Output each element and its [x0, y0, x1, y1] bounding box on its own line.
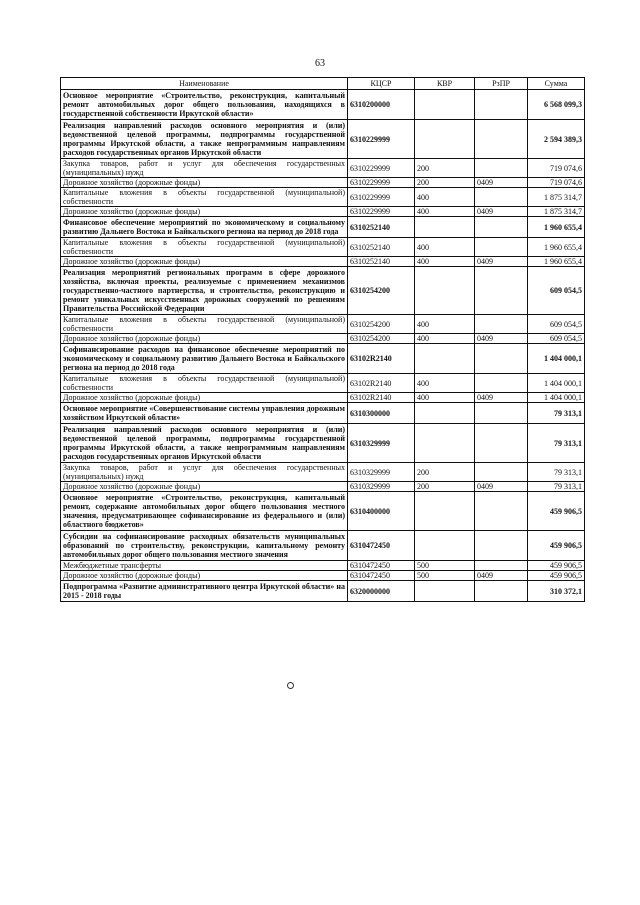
budget-table [60, 77, 585, 602]
table-row [61, 178, 585, 188]
cell-kvr [415, 344, 475, 374]
cell-rzpr: 0409 [475, 334, 528, 344]
cell-name: Реализация мероприятий региональных программ в сфере дорожного хозяйства, включая проекты, реализуемые с применением механизмов государственно-частного партнерства, и строительство, реконструкцию и ремонт уникальных искусственных дорожных сооружений по решениям Правительства Российской Федерации [61, 267, 348, 315]
cell-kcsr: 63102R2140 [348, 374, 415, 393]
cell-rzpr [475, 90, 528, 120]
cell-rzpr [475, 344, 528, 374]
cell-kvr [415, 217, 475, 238]
cell-kvr: 400 [415, 393, 475, 403]
cell-rzpr [475, 159, 528, 178]
cell-rzpr: 0409 [475, 257, 528, 267]
table-row [61, 90, 585, 120]
table-row [61, 403, 585, 424]
cell-rzpr [475, 581, 528, 602]
cell-name: Реализация направлений расходов основного мероприятия и (или) ведомственной целевой программы, подпрограммы государственной программы Иркутской области, а также непрограммным направлениям расходов государственных органов Иркутской области [61, 424, 348, 463]
cell-kcsr: 6310229999 [348, 120, 415, 159]
cell-kvr [415, 531, 475, 561]
cell-name: Финансовое обеспечение мероприятий по экономическому и социальному развитию Дальнего Востока и Байкальского региона на период до 2018 года [61, 217, 348, 238]
cell-name: Капитальные вложения в объекты государственной (муниципальной) собственности [61, 315, 348, 334]
table-row [61, 463, 585, 482]
cell-rzpr [475, 374, 528, 393]
cell-rzpr [475, 492, 528, 531]
cell-kcsr: 6310229999 [348, 159, 415, 178]
cell-sum: 79 313,1 [528, 403, 585, 424]
cell-rzpr [475, 315, 528, 334]
cell-rzpr [475, 267, 528, 315]
cell-kcsr: 6310200000 [348, 90, 415, 120]
cell-kvr: 400 [415, 207, 475, 217]
table-row [61, 492, 585, 531]
cell-sum: 79 313,1 [528, 424, 585, 463]
cell-rzpr [475, 424, 528, 463]
cell-name: Дорожное хозяйство (дорожные фонды) [61, 207, 348, 217]
cell-sum: 459 906,5 [528, 571, 585, 581]
cell-name: Дорожное хозяйство (дорожные фонды) [61, 334, 348, 344]
cell-sum: 1 404 000,1 [528, 393, 585, 403]
cell-name: Софинансирование расходов на финансовое обеспечение мероприятий по экономическому и социальному развитию Дальнего Востока и Байкальского региона на период до 2018 года [61, 344, 348, 374]
cell-rzpr: 0409 [475, 178, 528, 188]
cell-sum: 2 594 389,3 [528, 120, 585, 159]
cell-kvr: 400 [415, 238, 475, 257]
table-row [61, 424, 585, 463]
cell-sum: 609 054,5 [528, 334, 585, 344]
cell-name: Подпрограмма «Развитие административного центра Иркутской области» на 2015 - 2018 годы [61, 581, 348, 602]
cell-name: Дорожное хозяйство (дорожные фонды) [61, 178, 348, 188]
cell-rzpr: 0409 [475, 207, 528, 217]
table-row [61, 581, 585, 602]
cell-kcsr: 6310229999 [348, 178, 415, 188]
cell-kcsr: 6310472450 [348, 531, 415, 561]
table-row [61, 344, 585, 374]
cell-name: Капитальные вложения в объекты государственной (муниципальной) собственности [61, 374, 348, 393]
cell-kvr: 400 [415, 334, 475, 344]
column-header-kvr: КВР [415, 78, 475, 90]
cell-rzpr [475, 561, 528, 571]
cell-sum: 1 875 314,7 [528, 207, 585, 217]
cell-name: Реализация направлений расходов основного мероприятия и (или) ведомственной целевой программы, подпрограммы государственной программы Иркутской области, а также непрограммным направлениям расходов государственных органов Иркутской области [61, 120, 348, 159]
cell-name: Основное мероприятие «Строительство, реконструкция, капитальный ремонт автомобильных дорог общего пользования, находящихся в государственной собственности Иркутской области» [61, 90, 348, 120]
column-header-rzpr: РзПР [475, 78, 528, 90]
cell-sum: 79 313,1 [528, 463, 585, 482]
cell-kcsr: 6310329999 [348, 463, 415, 482]
cell-kvr [415, 581, 475, 602]
table-row [61, 334, 585, 344]
cell-sum: 310 372,1 [528, 581, 585, 602]
cell-kcsr: 63102R2140 [348, 393, 415, 403]
cell-kvr: 400 [415, 374, 475, 393]
cell-kcsr: 6320000000 [348, 581, 415, 602]
cell-rzpr [475, 463, 528, 482]
cell-rzpr [475, 120, 528, 159]
cell-name: Основное мероприятие «Совершенствование системы управления дорожным хозяйством Иркутской области» [61, 403, 348, 424]
cell-kcsr: 6310329999 [348, 482, 415, 492]
cell-sum: 719 074,6 [528, 178, 585, 188]
column-header-sum: Сумма [528, 78, 585, 90]
cell-sum: 459 906,5 [528, 492, 585, 531]
cell-name: Дорожное хозяйство (дорожные фонды) [61, 257, 348, 267]
table-row [61, 207, 585, 217]
cell-sum: 459 906,5 [528, 561, 585, 571]
table-row [61, 531, 585, 561]
cell-kcsr: 6310252140 [348, 217, 415, 238]
table-row [61, 267, 585, 315]
table-row [61, 217, 585, 238]
table-row [61, 482, 585, 492]
cell-kvr: 400 [415, 315, 475, 334]
cell-rzpr [475, 403, 528, 424]
cell-kcsr: 6310252140 [348, 257, 415, 267]
cell-name: Дорожное хозяйство (дорожные фонды) [61, 393, 348, 403]
cell-sum: 1 875 314,7 [528, 188, 585, 207]
cell-kcsr: 63102R2140 [348, 344, 415, 374]
cell-name: Капитальные вложения в объекты государственной (муниципальной) собственности [61, 188, 348, 207]
cell-name: Закупка товаров, работ и услуг для обеспечения государственных (муниципальных) нужд [61, 159, 348, 178]
cell-kcsr: 6310229999 [348, 207, 415, 217]
cell-rzpr: 0409 [475, 571, 528, 581]
cell-kvr [415, 120, 475, 159]
cell-kcsr: 6310254200 [348, 267, 415, 315]
cell-kvr: 400 [415, 188, 475, 207]
cell-name: Основное мероприятие «Строительство, реконструкция, капитальный ремонт, содержание автомобильных дорог общего пользования местного значения, предусматривающее софинансирование из федерального и (или) областного бюджетов» [61, 492, 348, 531]
cell-sum: 1 960 655,4 [528, 238, 585, 257]
cell-sum: 6 568 099,3 [528, 90, 585, 120]
cell-name: Субсидии на софинансирование расходных обязательств муниципальных образований по строительству, реконструкции, капитальному ремонту автомобильных дорог общего пользования местного значения [61, 531, 348, 561]
cell-kvr: 200 [415, 482, 475, 492]
cell-kcsr: 6310254200 [348, 334, 415, 344]
table-row [61, 374, 585, 393]
cell-sum: 459 906,5 [528, 531, 585, 561]
cell-name: Дорожное хозяйство (дорожные фонды) [61, 571, 348, 581]
cell-kcsr: 6310254200 [348, 315, 415, 334]
cell-name: Межбюджетные трансферты [61, 561, 348, 571]
cell-kcsr: 6310300000 [348, 403, 415, 424]
column-header-kcsr: КЦСР [348, 78, 415, 90]
cell-sum: 609 054,5 [528, 267, 585, 315]
table-row [61, 159, 585, 178]
cell-name: Закупка товаров, работ и услуг для обеспечения государственных (муниципальных) нужд [61, 463, 348, 482]
cell-sum: 79 313,1 [528, 482, 585, 492]
cell-rzpr [475, 188, 528, 207]
table-row [61, 561, 585, 571]
cell-kcsr: 6310329999 [348, 424, 415, 463]
cell-kvr [415, 403, 475, 424]
cell-sum: 1 960 655,4 [528, 217, 585, 238]
table-header-row [61, 78, 585, 90]
cell-kvr: 200 [415, 178, 475, 188]
cell-kvr [415, 492, 475, 531]
cell-sum: 719 074,6 [528, 159, 585, 178]
cell-sum: 1 404 000,1 [528, 344, 585, 374]
table-row [61, 188, 585, 207]
cell-rzpr: 0409 [475, 393, 528, 403]
cell-kvr: 500 [415, 561, 475, 571]
cell-kcsr: 6310400000 [348, 492, 415, 531]
cell-kvr [415, 267, 475, 315]
table-row [61, 238, 585, 257]
table-row [61, 257, 585, 267]
cell-rzpr [475, 238, 528, 257]
cell-kvr: 400 [415, 257, 475, 267]
column-header-name: Наименование [61, 78, 348, 90]
cell-kcsr: 6310252140 [348, 238, 415, 257]
cell-name: Капитальные вложения в объекты государственной (муниципальной) собственности [61, 238, 348, 257]
cell-kvr: 200 [415, 159, 475, 178]
table-row [61, 120, 585, 159]
cell-kvr: 500 [415, 571, 475, 581]
table-row [61, 315, 585, 334]
cell-kcsr: 6310472450 [348, 571, 415, 581]
scan-artifact [286, 681, 296, 691]
page-number: 63 [315, 58, 325, 69]
cell-rzpr: 0409 [475, 482, 528, 492]
table-row [61, 571, 585, 581]
cell-sum: 609 054,5 [528, 315, 585, 334]
cell-kcsr: 6310472450 [348, 561, 415, 571]
table-row [61, 393, 585, 403]
cell-rzpr [475, 531, 528, 561]
cell-kcsr: 6310229999 [348, 188, 415, 207]
cell-kvr: 200 [415, 463, 475, 482]
cell-sum: 1 404 000,1 [528, 374, 585, 393]
cell-kvr [415, 90, 475, 120]
cell-name: Дорожное хозяйство (дорожные фонды) [61, 482, 348, 492]
cell-kvr [415, 424, 475, 463]
cell-sum: 1 960 655,4 [528, 257, 585, 267]
cell-rzpr [475, 217, 528, 238]
